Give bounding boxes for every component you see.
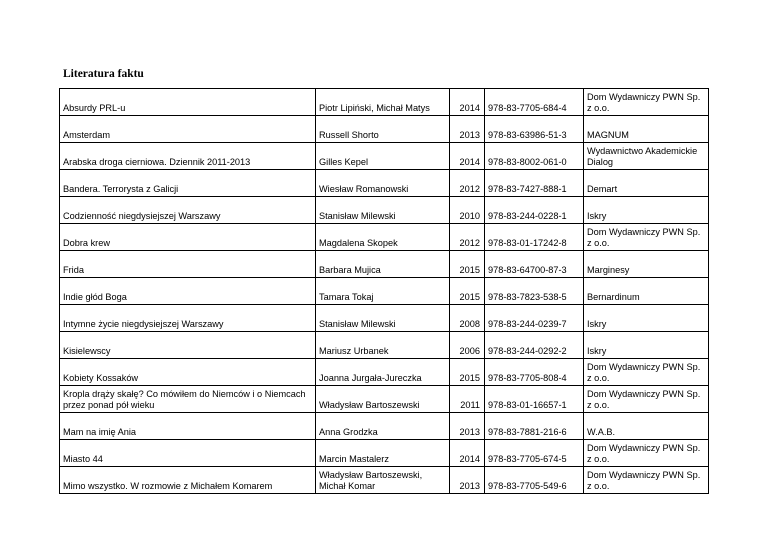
cell-title: Codzienność niegdysiejszej Warszawy [60, 197, 316, 224]
table-row [60, 467, 709, 494]
cell-publisher: Dom Wydawniczy PWN Sp. z o.o. [584, 467, 709, 494]
table-row [60, 413, 709, 440]
cell-title: Intymne życie niegdysiejszej Warszawy [60, 305, 316, 332]
cell-title: Absurdy PRL-u [60, 89, 316, 116]
table-row [60, 251, 709, 278]
cell-year: 2006 [450, 332, 485, 359]
cell-isbn: 978-83-7705-549-6 [485, 467, 584, 494]
cell-publisher: MAGNUM [584, 116, 709, 143]
cell-year: 2013 [450, 413, 485, 440]
cell-author: Anna Grodzka [316, 413, 450, 440]
cell-title: Dobra krew [60, 224, 316, 251]
cell-publisher: W.A.B. [584, 413, 709, 440]
cell-isbn: 978-83-7881-216-6 [485, 413, 584, 440]
cell-author: Stanisław Milewski [316, 305, 450, 332]
cell-year: 2014 [450, 143, 485, 170]
cell-title: Frida [60, 251, 316, 278]
table-row [60, 440, 709, 467]
cell-title: Miasto 44 [60, 440, 316, 467]
cell-author: Barbara Mujica [316, 251, 450, 278]
cell-publisher: Iskry [584, 305, 709, 332]
cell-isbn: 978-83-7705-684-4 [485, 89, 584, 116]
table-row [60, 278, 709, 305]
table-row [60, 143, 709, 170]
table-row [60, 332, 709, 359]
table-row [60, 116, 709, 143]
cell-author: Gilles Kepel [316, 143, 450, 170]
cell-year: 2014 [450, 440, 485, 467]
cell-year: 2012 [450, 224, 485, 251]
cell-isbn: 978-83-01-17242-8 [485, 224, 584, 251]
cell-year: 2013 [450, 467, 485, 494]
cell-year: 2011 [450, 386, 485, 413]
cell-publisher: Marginesy [584, 251, 709, 278]
cell-publisher: Iskry [584, 197, 709, 224]
cell-year: 2014 [450, 89, 485, 116]
cell-publisher: Dom Wydawniczy PWN Sp. z o.o. [584, 386, 709, 413]
cell-title: Kobiety Kossaków [60, 359, 316, 386]
cell-author: Piotr Lipiński, Michał Matys [316, 89, 450, 116]
cell-author: Stanisław Milewski [316, 197, 450, 224]
table-row [60, 89, 709, 116]
table-row [60, 359, 709, 386]
cell-title: Amsterdam [60, 116, 316, 143]
cell-year: 2008 [450, 305, 485, 332]
cell-publisher: Iskry [584, 332, 709, 359]
cell-title: Mam na imię Ania [60, 413, 316, 440]
cell-publisher: Demart [584, 170, 709, 197]
cell-year: 2015 [450, 251, 485, 278]
cell-title: Kropla drąży skałę? Co mówiłem do Niemców i o Niemcach przez ponad pół wieku [60, 386, 316, 413]
cell-isbn: 978-83-7705-808-4 [485, 359, 584, 386]
cell-year: 2013 [450, 116, 485, 143]
cell-isbn: 978-83-8002-061-0 [485, 143, 584, 170]
cell-isbn: 978-83-01-16657-1 [485, 386, 584, 413]
table-row [60, 224, 709, 251]
cell-isbn: 978-83-63986-51-3 [485, 116, 584, 143]
cell-author: Władysław Bartoszewski [316, 386, 450, 413]
cell-isbn: 978-83-244-0239-7 [485, 305, 584, 332]
cell-publisher: Dom Wydawniczy PWN Sp. z o.o. [584, 89, 709, 116]
cell-publisher: Wydawnictwo Akademickie Dialog [584, 143, 709, 170]
cell-isbn: 978-83-7823-538-5 [485, 278, 584, 305]
cell-author: Marcin Mastalerz [316, 440, 450, 467]
cell-author: Władysław Bartoszewski, Michał Komar [316, 467, 450, 494]
cell-title: Kisielewscy [60, 332, 316, 359]
cell-isbn: 978-83-7427-888-1 [485, 170, 584, 197]
cell-publisher: Dom Wydawniczy PWN Sp. z o.o. [584, 224, 709, 251]
cell-author: Joanna Jurgała-Jureczka [316, 359, 450, 386]
cell-year: 2010 [450, 197, 485, 224]
cell-title: Mimo wszystko. W rozmowie z Michałem Komarem [60, 467, 316, 494]
books-table-body [60, 89, 709, 494]
cell-publisher: Dom Wydawniczy PWN Sp. z o.o. [584, 359, 709, 386]
cell-year: 2015 [450, 359, 485, 386]
cell-title: Indie głód Boga [60, 278, 316, 305]
table-row [60, 197, 709, 224]
cell-author: Russell Shorto [316, 116, 450, 143]
table-row [60, 170, 709, 197]
cell-publisher: Dom Wydawniczy PWN Sp. z o.o. [584, 440, 709, 467]
cell-isbn: 978-83-7705-674-5 [485, 440, 584, 467]
cell-year: 2015 [450, 278, 485, 305]
page-title: Literatura faktu [63, 68, 144, 80]
cell-isbn: 978-83-244-0228-1 [485, 197, 584, 224]
cell-isbn: 978-83-244-0292-2 [485, 332, 584, 359]
cell-isbn: 978-83-64700-87-3 [485, 251, 584, 278]
books-table [59, 88, 709, 494]
cell-title: Arabska droga cierniowa. Dziennik 2011-2013 [60, 143, 316, 170]
cell-author: Magdalena Skopek [316, 224, 450, 251]
cell-author: Mariusz Urbanek [316, 332, 450, 359]
cell-author: Wiesław Romanowski [316, 170, 450, 197]
cell-author: Tamara Tokaj [316, 278, 450, 305]
table-row [60, 386, 709, 413]
cell-title: Bandera. Terrorysta z Galicji [60, 170, 316, 197]
cell-year: 2012 [450, 170, 485, 197]
table-row [60, 305, 709, 332]
cell-publisher: Bernardinum [584, 278, 709, 305]
